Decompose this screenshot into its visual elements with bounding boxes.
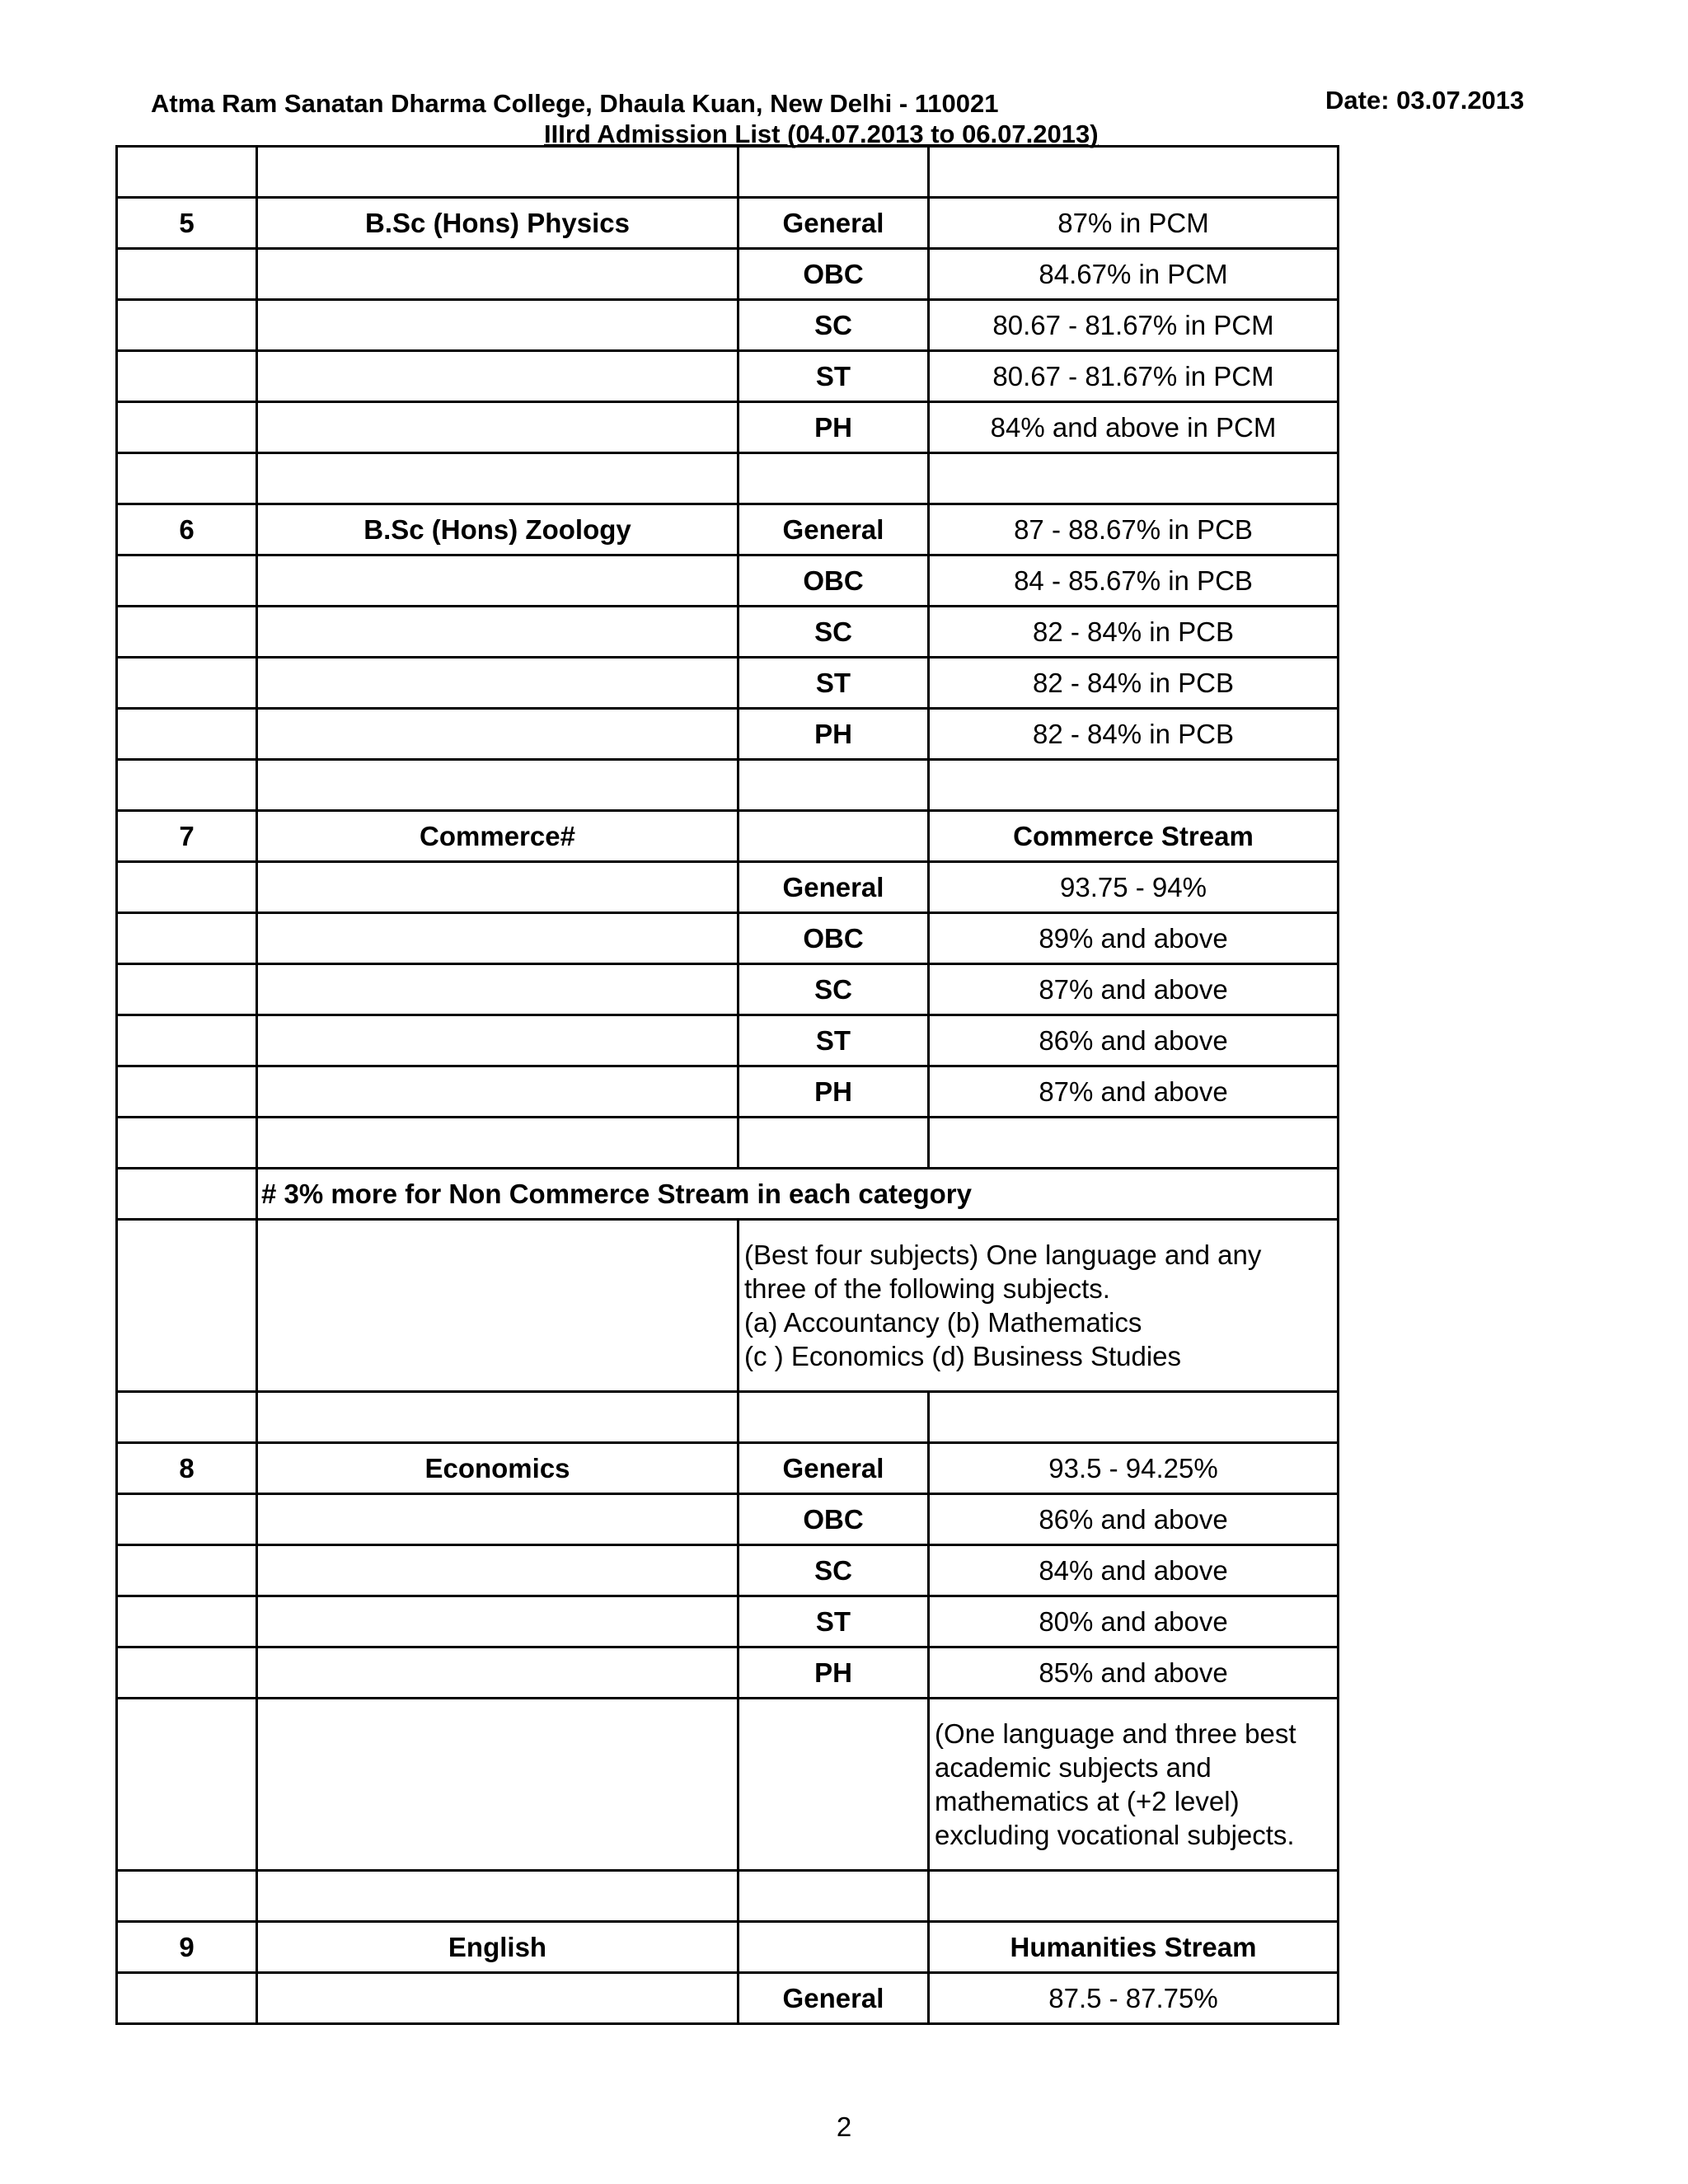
cutoff-cell: 86% and above <box>929 1015 1339 1066</box>
cutoff-cell: 80.67 - 81.67% in PCM <box>929 300 1339 351</box>
cutoff-cell: 80% and above <box>929 1596 1339 1647</box>
table-row <box>117 504 1339 555</box>
category-cell: SC <box>738 607 929 658</box>
cutoff-cell: 87% in PCM <box>929 198 1339 249</box>
course-name-cell: B.Sc (Hons) Physics <box>257 198 738 249</box>
serial-number-cell <box>117 1494 257 1545</box>
empty-cell <box>929 1118 1339 1169</box>
empty-cell <box>738 1699 929 1871</box>
empty-cell <box>117 1871 257 1922</box>
category-cell: SC <box>738 1545 929 1596</box>
empty-cell <box>738 1392 929 1443</box>
serial-number-cell <box>117 607 257 658</box>
course-name-cell <box>257 1494 738 1545</box>
table-row <box>117 964 1339 1015</box>
course-name-cell <box>257 249 738 300</box>
empty-cell <box>257 1118 738 1169</box>
eligibility-line: (c ) Economics (d) Business Studies <box>744 1341 1182 1371</box>
category-cell: PH <box>738 1647 929 1699</box>
empty-cell <box>738 453 929 504</box>
table-row <box>117 1545 1339 1596</box>
eligibility-row <box>117 1699 1339 1871</box>
serial-number-cell <box>117 351 257 402</box>
empty-cell <box>117 453 257 504</box>
empty-cell <box>257 1220 738 1392</box>
cutoff-cell: 87 - 88.67% in PCB <box>929 504 1339 555</box>
cutoff-cell: 87% and above <box>929 964 1339 1015</box>
empty-cell <box>117 1392 257 1443</box>
empty-cell <box>257 1699 738 1871</box>
serial-number-cell: 5 <box>117 198 257 249</box>
category-cell: SC <box>738 300 929 351</box>
category-cell: PH <box>738 1066 929 1118</box>
cutoff-cell: Commerce Stream <box>929 811 1339 862</box>
cutoff-cell: 82 - 84% in PCB <box>929 607 1339 658</box>
table-row <box>117 1596 1339 1647</box>
table-row <box>117 555 1339 607</box>
category-cell: OBC <box>738 555 929 607</box>
course-name-cell <box>257 1647 738 1699</box>
cutoff-cell: 84% and above <box>929 1545 1339 1596</box>
admission-table-body <box>117 147 1339 2024</box>
empty-cell <box>117 760 257 811</box>
course-name-cell <box>257 351 738 402</box>
empty-cell <box>738 1118 929 1169</box>
course-name-cell <box>257 300 738 351</box>
serial-number-cell <box>117 964 257 1015</box>
serial-number-cell <box>117 913 257 964</box>
empty-cell <box>738 147 929 198</box>
empty-cell <box>257 1392 738 1443</box>
eligibility-line: (Best four subjects) One language and any <box>744 1240 1262 1270</box>
cutoff-cell: 93.5 - 94.25% <box>929 1443 1339 1494</box>
table-row <box>117 1443 1339 1494</box>
table-row <box>117 1066 1339 1118</box>
course-name-cell <box>257 1545 738 1596</box>
course-name-cell: Commerce# <box>257 811 738 862</box>
course-name-cell <box>257 1015 738 1066</box>
eligibility-line: excluding vocational subjects. <box>935 1820 1295 1850</box>
cutoff-cell: 84% and above in PCM <box>929 402 1339 453</box>
table-row <box>117 1015 1339 1066</box>
cutoff-cell: 89% and above <box>929 913 1339 964</box>
course-name-cell <box>257 607 738 658</box>
category-cell: ST <box>738 351 929 402</box>
empty-cell <box>117 1118 257 1169</box>
serial-number-cell: 8 <box>117 1443 257 1494</box>
course-name-cell <box>257 555 738 607</box>
table-row <box>117 607 1339 658</box>
course-name-cell <box>257 964 738 1015</box>
table-row <box>117 658 1339 709</box>
course-name-cell <box>257 862 738 913</box>
serial-number-cell: 9 <box>117 1922 257 1973</box>
category-cell: PH <box>738 402 929 453</box>
blank-row <box>117 453 1339 504</box>
category-cell: General <box>738 1973 929 2024</box>
empty-cell <box>738 760 929 811</box>
cutoff-cell: 82 - 84% in PCB <box>929 658 1339 709</box>
serial-number-cell <box>117 1015 257 1066</box>
table-row <box>117 1647 1339 1699</box>
cutoff-cell: 87.5 - 87.75% <box>929 1973 1339 2024</box>
course-name-cell <box>257 1066 738 1118</box>
eligibility-line: three of the following subjects. <box>744 1273 1110 1304</box>
category-cell: General <box>738 862 929 913</box>
category-cell: General <box>738 504 929 555</box>
empty-cell <box>257 147 738 198</box>
course-name-cell <box>257 658 738 709</box>
table-row <box>117 862 1339 913</box>
empty-cell <box>257 453 738 504</box>
cutoff-cell: Humanities Stream <box>929 1922 1339 1973</box>
table-row <box>117 811 1339 862</box>
serial-number-cell <box>117 249 257 300</box>
serial-number-cell <box>117 1973 257 2024</box>
serial-number-cell <box>117 555 257 607</box>
empty-cell <box>738 1871 929 1922</box>
cutoff-cell: 93.75 - 94% <box>929 862 1339 913</box>
serial-number-cell <box>117 1066 257 1118</box>
admission-table <box>115 145 1339 2025</box>
serial-number-cell <box>117 300 257 351</box>
category-cell: ST <box>738 1596 929 1647</box>
blank-row <box>117 1118 1339 1169</box>
table-row <box>117 1922 1339 1973</box>
category-cell: OBC <box>738 1494 929 1545</box>
note-row <box>117 1169 1339 1220</box>
table-row <box>117 249 1339 300</box>
category-cell: General <box>738 198 929 249</box>
course-name-cell: English <box>257 1922 738 1973</box>
cutoff-cell: 80.67 - 81.67% in PCM <box>929 351 1339 402</box>
table-row <box>117 913 1339 964</box>
list-date: Date: 03.07.2013 <box>1325 86 1525 115</box>
course-name-cell: Economics <box>257 1443 738 1494</box>
course-name-cell: B.Sc (Hons) Zoology <box>257 504 738 555</box>
blank-row <box>117 1392 1339 1443</box>
empty-cell <box>257 1871 738 1922</box>
serial-number-cell: 7 <box>117 811 257 862</box>
category-cell: General <box>738 1443 929 1494</box>
empty-cell <box>929 1871 1339 1922</box>
serial-number-cell <box>117 1647 257 1699</box>
table-row <box>117 198 1339 249</box>
empty-cell <box>117 1169 257 1220</box>
cutoff-cell: 87% and above <box>929 1066 1339 1118</box>
eligibility-text-cell <box>738 1220 1339 1392</box>
admission-list-title: IIIrd Admission List (04.07.2013 to 06.07.2013) <box>544 120 1099 148</box>
empty-cell <box>929 1392 1339 1443</box>
serial-number-cell <box>117 1545 257 1596</box>
eligibility-text-cell <box>929 1699 1339 1871</box>
serial-number-cell: 6 <box>117 504 257 555</box>
table-row <box>117 1973 1339 2024</box>
category-cell: SC <box>738 964 929 1015</box>
empty-cell <box>929 760 1339 811</box>
category-cell: PH <box>738 709 929 760</box>
category-cell <box>738 1922 929 1973</box>
empty-cell <box>117 1220 257 1392</box>
eligibility-line: academic subjects and <box>935 1752 1212 1783</box>
table-row <box>117 351 1339 402</box>
table-row <box>117 402 1339 453</box>
page-number: 2 <box>836 2111 852 2142</box>
cutoff-cell: 82 - 84% in PCB <box>929 709 1339 760</box>
course-name-cell <box>257 709 738 760</box>
empty-cell <box>929 453 1339 504</box>
blank-row <box>117 147 1339 198</box>
cutoff-cell: 84 - 85.67% in PCB <box>929 555 1339 607</box>
course-name-cell <box>257 913 738 964</box>
eligibility-row <box>117 1220 1339 1392</box>
table-row <box>117 300 1339 351</box>
serial-number-cell <box>117 862 257 913</box>
category-cell: OBC <box>738 249 929 300</box>
cutoff-cell: 86% and above <box>929 1494 1339 1545</box>
college-name: Atma Ram Sanatan Dharma College, Dhaula Kuan, New Delhi - 110021 <box>151 89 999 118</box>
category-cell: ST <box>738 658 929 709</box>
commerce-note-cell: # 3% more for Non Commerce Stream in each category <box>257 1169 1339 1220</box>
empty-cell <box>257 760 738 811</box>
empty-cell <box>117 147 257 198</box>
cutoff-cell: 84.67% in PCM <box>929 249 1339 300</box>
category-cell: OBC <box>738 913 929 964</box>
serial-number-cell <box>117 658 257 709</box>
table-row <box>117 1494 1339 1545</box>
table-row <box>117 709 1339 760</box>
eligibility-line: mathematics at (+2 level) <box>935 1786 1240 1816</box>
blank-row <box>117 1871 1339 1922</box>
serial-number-cell <box>117 1596 257 1647</box>
course-name-cell <box>257 1596 738 1647</box>
category-cell: ST <box>738 1015 929 1066</box>
serial-number-cell <box>117 402 257 453</box>
cutoff-cell: 85% and above <box>929 1647 1339 1699</box>
empty-cell <box>117 1699 257 1871</box>
empty-cell <box>929 147 1339 198</box>
serial-number-cell <box>117 709 257 760</box>
blank-row <box>117 760 1339 811</box>
course-name-cell <box>257 1973 738 2024</box>
category-cell <box>738 811 929 862</box>
eligibility-line: (One language and three best <box>935 1718 1296 1749</box>
eligibility-line: (a) Accountancy (b) Mathematics <box>744 1307 1142 1338</box>
course-name-cell <box>257 402 738 453</box>
